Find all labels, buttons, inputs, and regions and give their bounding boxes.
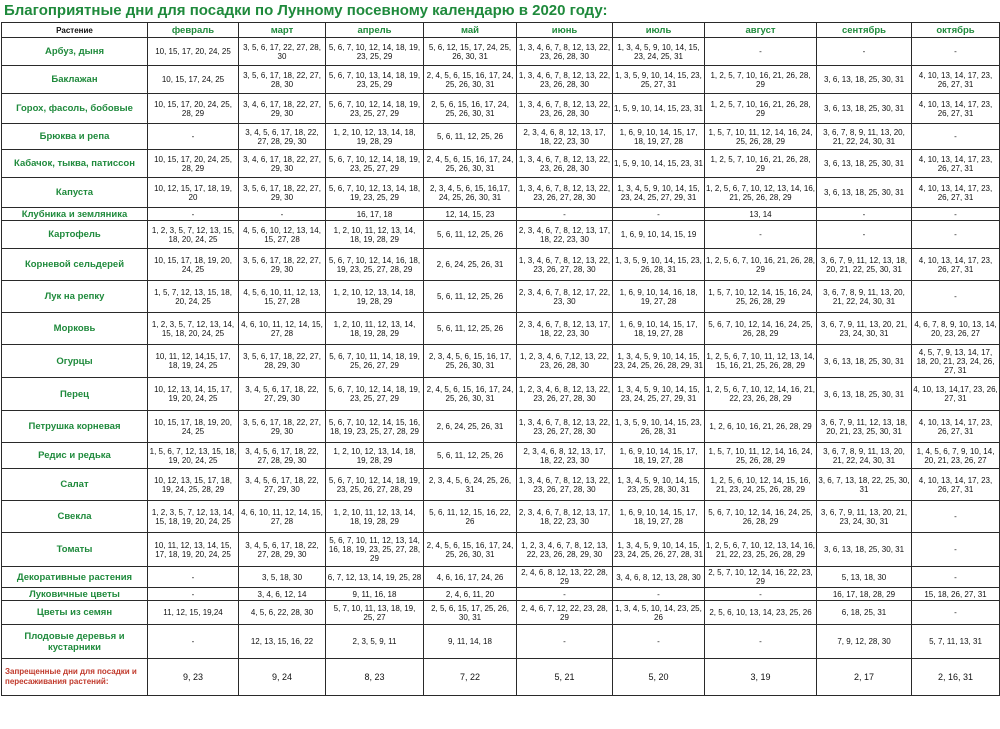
days-cell: 1, 2, 10, 11, 12, 13, 14, 18, 19, 28, 29 xyxy=(326,313,424,345)
plant-name: Салат xyxy=(2,469,148,501)
plant-name: Перец xyxy=(2,378,148,411)
header-month: июль xyxy=(613,23,705,38)
days-cell: 1, 3, 4, 6, 7, 8, 12, 13, 22, 23, 26, 28, 30 xyxy=(517,94,613,124)
days-cell: 2, 3, 4, 6, 7, 8, 12, 17, 22, 23, 30 xyxy=(517,281,613,313)
forbidden-row xyxy=(2,659,1000,696)
days-cell: 1, 5, 6, 7, 12, 13, 15, 18, 19, 20, 24, 25 xyxy=(148,443,239,469)
days-cell: 12, 13, 15, 16, 22 xyxy=(239,625,326,659)
days-cell: 5, 7, 10, 11, 13, 18, 19, 25, 27 xyxy=(326,601,424,625)
plant-name: Корневой сельдерей xyxy=(2,249,148,281)
days-cell: 1, 2, 10, 12, 13, 14, 18, 19, 28, 29 xyxy=(326,443,424,469)
days-cell: 1, 2, 5, 6, 7, 10, 12, 13, 14, 16, 21, 22, 23, 25, 26, 28, 29 xyxy=(705,533,817,567)
days-cell: 4, 10, 13, 14, 17, 23, 26, 27, 31 xyxy=(912,469,1000,501)
days-cell: - xyxy=(912,501,1000,533)
plant-name: Капуста xyxy=(2,178,148,208)
days-cell: 3, 4, 5, 6, 17, 18, 22, 27, 29, 30 xyxy=(239,469,326,501)
forbidden-days-cell: 8, 23 xyxy=(326,659,424,696)
plant-name: Горох, фасоль, бобовые xyxy=(2,94,148,124)
days-cell: 2, 3, 4, 5, 6, 15, 16, 17, 25, 26, 30, 31 xyxy=(424,345,517,378)
days-cell: 3, 4, 6, 17, 18, 22, 27, 29, 30 xyxy=(239,150,326,178)
forbidden-days-cell: 2, 16, 31 xyxy=(912,659,1000,696)
days-cell: 4, 6, 16, 17, 24, 26 xyxy=(424,567,517,588)
days-cell: 2, 4, 5, 6, 15, 16, 17, 24, 25, 26, 30, 31 xyxy=(424,66,517,94)
days-cell: 3, 4, 5, 6, 17, 18, 22, 27, 29, 30 xyxy=(239,378,326,411)
days-cell: 3, 4, 5, 6, 17, 18, 22, 27, 28, 29, 30 xyxy=(239,533,326,567)
days-cell: 3, 5, 6, 17, 18, 22, 27, 28, 30 xyxy=(239,66,326,94)
days-cell: 2, 5, 6, 15, 16, 17, 24, 25, 26, 30, 31 xyxy=(424,94,517,124)
days-cell: 2, 5, 6, 10, 13, 14, 23, 25, 26 xyxy=(705,601,817,625)
days-cell: - xyxy=(705,588,817,601)
table-row xyxy=(2,281,1000,313)
days-cell: - xyxy=(817,208,912,221)
table-row xyxy=(2,625,1000,659)
days-cell: 4, 5, 7, 9, 13, 14, 17, 18, 20, 21, 23, 24, 26, 27, 31 xyxy=(912,345,1000,378)
days-cell: - xyxy=(517,208,613,221)
days-cell: 3, 4, 6, 17, 18, 22, 27, 29, 30 xyxy=(239,94,326,124)
table-row xyxy=(2,469,1000,501)
days-cell: - xyxy=(912,38,1000,66)
days-cell: 1, 2, 3, 4, 6, 7, 8, 12, 13, 22, 23, 26, 28, 29, 30 xyxy=(517,533,613,567)
days-cell: - xyxy=(912,601,1000,625)
table-row xyxy=(2,345,1000,378)
days-cell: 4, 10, 13, 14, 17, 23, 26, 27, 31 xyxy=(912,94,1000,124)
table-row xyxy=(2,588,1000,601)
plant-name: Свекла xyxy=(2,501,148,533)
days-cell: 3, 6, 13, 18, 25, 30, 31 xyxy=(817,345,912,378)
days-cell: 2, 3, 4, 6, 7, 8, 12, 13, 17, 18, 22, 23, 30 xyxy=(517,313,613,345)
days-cell: 3, 6, 7, 8, 9, 11, 13, 20, 21, 22, 24, 30, 31 xyxy=(817,443,912,469)
days-cell: 1, 2, 3, 5, 7, 12, 13, 14, 15, 18, 20, 24, 25 xyxy=(148,313,239,345)
days-cell: 3, 6, 13, 18, 25, 30, 31 xyxy=(817,66,912,94)
days-cell: 5, 6, 11, 12, 25, 26 xyxy=(424,443,517,469)
header-month: июнь xyxy=(517,23,613,38)
days-cell: 1, 2, 5, 6, 10, 12, 14, 15, 16, 21, 23, 24, 25, 26, 28, 29 xyxy=(705,469,817,501)
days-cell: 1, 2, 10, 11, 12, 13, 14, 18, 19, 28, 29 xyxy=(326,221,424,249)
days-cell: 1, 2, 5, 6, 7, 10, 11, 12, 13, 14, 15, 16, 21, 25, 26, 28, 29 xyxy=(705,345,817,378)
days-cell: 6, 7, 12, 13, 14, 19, 25, 28 xyxy=(326,567,424,588)
days-cell: 2, 3, 4, 6, 8, 12, 13, 17, 18, 22, 23, 30 xyxy=(517,124,613,150)
days-cell: 2, 4, 6, 8, 12, 13, 22, 28, 29 xyxy=(517,567,613,588)
days-cell: 3, 5, 6, 17, 18, 22, 27, 29, 30 xyxy=(239,249,326,281)
header-plant: Растение xyxy=(2,23,148,38)
days-cell: 4, 10, 13, 14, 17, 23, 26, 27, 31 xyxy=(912,150,1000,178)
days-cell: 10, 15, 17, 18, 19, 20, 24, 25 xyxy=(148,411,239,443)
days-cell: 3, 4, 6, 8, 12, 13, 28, 30 xyxy=(613,567,705,588)
days-cell: 2, 3, 4, 5, 6, 15, 16,17, 24, 25, 26, 30, 31 xyxy=(424,178,517,208)
days-cell: 3, 6, 7, 13, 18, 22, 25, 30, 31 xyxy=(817,469,912,501)
days-cell: 2, 5, 6, 15, 17, 25, 26, 30, 31 xyxy=(424,601,517,625)
days-cell: - xyxy=(912,533,1000,567)
header-month: февраль xyxy=(148,23,239,38)
days-cell: 5, 6, 7, 10, 12, 14, 18, 19, 23, 25, 27, 29 xyxy=(326,150,424,178)
days-cell: 3, 4, 5, 6, 17, 18, 22, 27, 28, 29, 30 xyxy=(239,443,326,469)
days-cell: 1, 2, 5, 6, 7, 10, 12, 14, 16, 21, 22, 23, 26, 28, 29 xyxy=(705,378,817,411)
days-cell: 10, 15, 17, 24, 25 xyxy=(148,66,239,94)
plant-name: Морковь xyxy=(2,313,148,345)
days-cell: 4, 10, 13, 14, 17, 23, 26, 27, 31 xyxy=(912,411,1000,443)
days-cell: 3, 6, 13, 18, 25, 30, 31 xyxy=(817,378,912,411)
table-row xyxy=(2,411,1000,443)
days-cell: - xyxy=(817,38,912,66)
days-cell: 3, 4, 5, 6, 17, 18, 22, 27, 28, 29, 30 xyxy=(239,124,326,150)
days-cell: 1, 2, 3, 4, 6, 8, 12, 13, 22, 23, 26, 27, 28, 30 xyxy=(517,378,613,411)
days-cell: 1, 6, 9, 10, 14, 15, 17, 18, 19, 27, 28 xyxy=(613,443,705,469)
forbidden-days-cell: 5, 21 xyxy=(517,659,613,696)
days-cell: 5, 6, 7, 10, 11, 12, 13, 14, 16, 18, 19, 23, 25, 27, 28, 29 xyxy=(326,533,424,567)
days-cell: 1, 2, 5, 7, 10, 16, 21, 26, 28, 29 xyxy=(705,150,817,178)
days-cell: - xyxy=(517,625,613,659)
table-row xyxy=(2,313,1000,345)
days-cell: 10, 15, 17, 20, 24, 25, 28, 29 xyxy=(148,150,239,178)
plant-name: Цветы из семян xyxy=(2,601,148,625)
days-cell: 10, 11, 12, 13, 14, 15, 17, 18, 19, 20, 24, 25 xyxy=(148,533,239,567)
days-cell: 5, 6, 11, 12, 25, 26 xyxy=(424,221,517,249)
days-cell: 3, 6, 7, 9, 11, 12, 13, 18, 20, 21, 23, 25, 30, 31 xyxy=(817,411,912,443)
plant-name: Луковичные цветы xyxy=(2,588,148,601)
days-cell: 5, 6, 7, 10, 12, 14, 16, 24, 25, 26, 28, 29 xyxy=(705,501,817,533)
header-month: сентябрь xyxy=(817,23,912,38)
table-row xyxy=(2,208,1000,221)
table-row xyxy=(2,38,1000,66)
days-cell: 1, 2, 10, 12, 13, 14, 18, 19, 28, 29 xyxy=(326,281,424,313)
table-row xyxy=(2,66,1000,94)
days-cell: 2, 4, 6, 7, 12, 22, 23, 28, 29 xyxy=(517,601,613,625)
table-row xyxy=(2,567,1000,588)
table-row xyxy=(2,249,1000,281)
table-row xyxy=(2,501,1000,533)
forbidden-days-cell: 5, 20 xyxy=(613,659,705,696)
days-cell: - xyxy=(517,588,613,601)
days-cell: 1, 2, 5, 6, 7, 10, 16, 21, 26, 28, 29 xyxy=(705,249,817,281)
days-cell: 1, 5, 7, 10, 11, 12, 14, 16, 24, 25, 26, 28, 29 xyxy=(705,124,817,150)
days-cell: - xyxy=(613,208,705,221)
days-cell: 4, 6, 10, 11, 12, 14, 15, 27, 28 xyxy=(239,313,326,345)
days-cell: 5, 6, 7, 10, 13, 14, 18, 19, 23, 25, 29 xyxy=(326,66,424,94)
days-cell: 5, 6, 7, 10, 12, 14, 15, 16, 18, 19, 23, 25, 27, 28, 29 xyxy=(326,411,424,443)
days-cell: - xyxy=(912,124,1000,150)
days-cell: 4, 10, 13, 14, 17, 23, 26, 27, 31 xyxy=(912,66,1000,94)
days-cell: 16, 17, 18, 28, 29 xyxy=(817,588,912,601)
days-cell: 1, 6, 9, 10, 14, 16, 18, 19, 27, 28 xyxy=(613,281,705,313)
days-cell: 1, 2, 3, 5, 7, 12, 13, 15, 18, 20, 24, 25 xyxy=(148,221,239,249)
days-cell: - xyxy=(705,625,817,659)
days-cell: 4, 10, 13, 14, 17, 23, 26, 27, 31 xyxy=(912,178,1000,208)
days-cell: 2, 3, 4, 6, 7, 8, 12, 13, 17, 18, 22, 23, 30 xyxy=(517,221,613,249)
days-cell: - xyxy=(912,208,1000,221)
days-cell: 1, 2, 10, 11, 12, 13, 14, 18, 19, 28, 29 xyxy=(326,501,424,533)
days-cell: 1, 3, 4, 5, 9, 10, 14, 15, 23, 24, 25, 26, 28, 29, 31 xyxy=(613,345,705,378)
days-cell: 3, 5, 6, 17, 18, 22, 27, 29, 30 xyxy=(239,411,326,443)
days-cell: 4, 6, 7, 8, 9, 10, 13, 14, 20, 23, 26, 27 xyxy=(912,313,1000,345)
header-month: апрель xyxy=(326,23,424,38)
plant-name: Брюква и репа xyxy=(2,124,148,150)
days-cell: 1, 6, 9, 10, 14, 15, 17, 18, 19, 27, 28 xyxy=(613,124,705,150)
table-row xyxy=(2,94,1000,124)
days-cell: 3, 5, 6, 17, 18, 22, 27, 28, 29, 30 xyxy=(239,345,326,378)
days-cell: 3, 6, 13, 18, 25, 30, 31 xyxy=(817,178,912,208)
days-cell: 1, 2, 3, 5, 7, 12, 13, 14, 15, 18, 19, 20, 24, 25 xyxy=(148,501,239,533)
days-cell: 1, 3, 4, 6, 7, 8, 12, 13, 22, 23, 26, 28, 30 xyxy=(517,66,613,94)
days-cell: 5, 6, 11, 12, 25, 26 xyxy=(424,124,517,150)
days-cell: 3, 6, 13, 18, 25, 30, 31 xyxy=(817,94,912,124)
days-cell: 1, 2, 5, 7, 10, 16, 21, 26, 28, 29 xyxy=(705,94,817,124)
days-cell: - xyxy=(912,567,1000,588)
days-cell: 4, 10, 13, 14, 17, 23, 26, 27, 31 xyxy=(912,249,1000,281)
days-cell: - xyxy=(148,124,239,150)
days-cell: 1, 3, 4, 6, 7, 8, 12, 13, 22, 23, 26, 28, 30 xyxy=(517,150,613,178)
days-cell: 5, 6, 7, 10, 11, 14, 18, 19, 25, 26, 27, 29 xyxy=(326,345,424,378)
days-cell: 2, 5, 7, 10, 12, 14, 16, 22, 23, 29 xyxy=(705,567,817,588)
days-cell: 2, 4, 5, 6, 15, 16, 17, 24, 25, 26, 30, 31 xyxy=(424,150,517,178)
forbidden-days-cell: 3, 19 xyxy=(705,659,817,696)
days-cell: - xyxy=(148,567,239,588)
days-cell: 4, 10, 13, 14,17, 23, 26, 27, 31 xyxy=(912,378,1000,411)
days-cell: 4, 5, 6, 10, 11, 12, 13, 15, 27, 28 xyxy=(239,281,326,313)
table-row xyxy=(2,124,1000,150)
days-cell: 1, 3, 4, 6, 7, 8, 12, 13, 22, 23, 26, 28, 30 xyxy=(517,38,613,66)
plant-name: Клубника и земляника xyxy=(2,208,148,221)
days-cell: 1, 2, 5, 7, 10, 16, 21, 26, 28, 29 xyxy=(705,66,817,94)
days-cell: 2, 6, 24, 25, 26, 31 xyxy=(424,411,517,443)
days-cell: 2, 3, 4, 6, 7, 8, 12, 13, 17, 18, 22, 23, 30 xyxy=(517,501,613,533)
days-cell: 1, 5, 9, 10, 14, 15, 23, 31 xyxy=(613,94,705,124)
days-cell: 10, 15, 17, 18, 19, 20, 24, 25 xyxy=(148,249,239,281)
days-cell: - xyxy=(912,221,1000,249)
days-cell: 3, 6, 13, 18, 25, 30, 31 xyxy=(817,150,912,178)
days-cell: 5, 6, 11, 12, 25, 26 xyxy=(424,281,517,313)
plant-name: Лук на репку xyxy=(2,281,148,313)
days-cell: 3, 6, 7, 9, 11, 13, 20, 21, 23, 24, 30, 31 xyxy=(817,313,912,345)
header-month: август xyxy=(705,23,817,38)
forbidden-days-cell: 2, 17 xyxy=(817,659,912,696)
days-cell: 3, 5, 18, 30 xyxy=(239,567,326,588)
days-cell: 3, 6, 13, 18, 25, 30, 31 xyxy=(817,533,912,567)
days-cell: 5, 6, 7, 10, 12, 14, 18, 19, 23, 25, 27, 29 xyxy=(326,94,424,124)
days-cell: 3, 6, 7, 9, 11, 13, 20, 21, 23, 24, 30, 31 xyxy=(817,501,912,533)
days-cell: 1, 3, 5, 9, 10, 14, 15, 23, 26, 28, 31 xyxy=(613,411,705,443)
days-cell: 1, 3, 4, 5, 10, 14, 23, 25, 26 xyxy=(613,601,705,625)
lunar-calendar-table xyxy=(1,22,1000,696)
days-cell: 10, 12, 15, 17, 18, 19, 20 xyxy=(148,178,239,208)
days-cell: 5, 6, 7, 10, 12, 14, 18, 19, 23, 25, 29 xyxy=(326,38,424,66)
days-cell: 16, 17, 18 xyxy=(326,208,424,221)
table-row xyxy=(2,533,1000,567)
days-cell: - xyxy=(912,281,1000,313)
header-row xyxy=(2,23,1000,38)
days-cell: 1, 3, 4, 6, 7, 8, 12, 13, 22, 23, 26, 27, 28, 30 xyxy=(517,469,613,501)
days-cell: 2, 4, 5, 6, 15, 16, 17, 24, 25, 26, 30, 31 xyxy=(424,533,517,567)
page-title: Благоприятные дни для посадки по Лунному посевному календарю в 2020 году: xyxy=(4,2,608,19)
days-cell: 2, 4, 5, 6, 15, 16, 17, 24, 25, 26, 30, 31 xyxy=(424,378,517,411)
days-cell: 4, 5, 6, 22, 28, 30 xyxy=(239,601,326,625)
days-cell: 1, 3, 4, 5, 9, 10, 14, 15, 23, 25, 28, 30, 31 xyxy=(613,469,705,501)
days-cell: - xyxy=(613,625,705,659)
plant-name: Картофель xyxy=(2,221,148,249)
days-cell: 7, 9, 12, 28, 30 xyxy=(817,625,912,659)
header-month: май xyxy=(424,23,517,38)
days-cell: - xyxy=(239,208,326,221)
days-cell: 5, 13, 18, 30 xyxy=(817,567,912,588)
plant-name: Кабачок, тыква, патиссон xyxy=(2,150,148,178)
table-row xyxy=(2,150,1000,178)
forbidden-days-cell: 9, 23 xyxy=(148,659,239,696)
days-cell: 1, 3, 5, 9, 10, 14, 15, 23, 26, 28, 31 xyxy=(613,249,705,281)
days-cell: 11, 12, 15, 19,24 xyxy=(148,601,239,625)
table-row xyxy=(2,601,1000,625)
days-cell: 1, 2, 10, 12, 13, 14, 18, 19, 28, 29 xyxy=(326,124,424,150)
days-cell: - xyxy=(148,625,239,659)
days-cell: 5, 6, 7, 10, 12, 14, 18, 19, 23, 25, 26, 27, 28, 29 xyxy=(326,469,424,501)
days-cell: 1, 3, 4, 6, 7, 8, 12, 13, 22, 23, 26, 27, 28, 30 xyxy=(517,249,613,281)
plant-name: Декоративные растения xyxy=(2,567,148,588)
days-cell: 5, 6, 11, 12, 25, 26 xyxy=(424,313,517,345)
days-cell: 10, 12, 13, 14, 15, 17, 19, 20, 24, 25 xyxy=(148,378,239,411)
days-cell: 5, 6, 11, 12, 15, 16, 22, 26 xyxy=(424,501,517,533)
days-cell: 5, 6, 7, 10, 12, 14, 16, 18, 19, 23, 25, 27, 28, 29 xyxy=(326,249,424,281)
days-cell: 1, 5, 9, 10, 14, 15, 23, 31 xyxy=(613,150,705,178)
table-row xyxy=(2,221,1000,249)
days-cell: 2, 6, 24, 25, 26, 31 xyxy=(424,249,517,281)
days-cell: 1, 5, 7, 10, 11, 12, 14, 16, 24, 25, 26, 28, 29 xyxy=(705,443,817,469)
days-cell: 9, 11, 16, 18 xyxy=(326,588,424,601)
days-cell: 1, 2, 3, 4, 6, 7,12, 13, 22, 23, 26, 28, 30 xyxy=(517,345,613,378)
days-cell: 2, 3, 5, 9, 11 xyxy=(326,625,424,659)
days-cell: 10, 15, 17, 20, 24, 25 xyxy=(148,38,239,66)
days-cell: 5, 6, 12, 15, 17, 24, 25, 26, 30, 31 xyxy=(424,38,517,66)
plant-name: Огурцы xyxy=(2,345,148,378)
plant-name: Петрушка корневая xyxy=(2,411,148,443)
table-row xyxy=(2,178,1000,208)
header-month: март xyxy=(239,23,326,38)
days-cell: 1, 3, 4, 5, 9, 10, 14, 15, 23, 24, 25, 27, 29, 31 xyxy=(613,178,705,208)
days-cell: 3, 6, 7, 8, 9, 11, 13, 20, 21, 22, 24, 30, 31 xyxy=(817,281,912,313)
forbidden-days-cell: 7, 22 xyxy=(424,659,517,696)
plant-name: Плодовые деревья и кустарники xyxy=(2,625,148,659)
days-cell: 3, 6, 7, 8, 9, 11, 13, 20, 21, 22, 24, 30, 31 xyxy=(817,124,912,150)
days-cell: 1, 3, 5, 9, 10, 14, 15, 23, 25, 27, 31 xyxy=(613,66,705,94)
days-cell: 5, 7, 11, 13, 31 xyxy=(912,625,1000,659)
days-cell: 3, 6, 7, 9, 11, 12, 13, 18, 20, 21, 22, 25, 30, 31 xyxy=(817,249,912,281)
days-cell: 1, 3, 4, 6, 7, 8, 12, 13, 22, 23, 26, 27, 28, 30 xyxy=(517,411,613,443)
days-cell: - xyxy=(705,38,817,66)
days-cell: 1, 2, 6, 10, 16, 21, 26, 28, 29 xyxy=(705,411,817,443)
days-cell: 1, 5, 7, 12, 13, 15, 18, 20, 24, 25 xyxy=(148,281,239,313)
days-cell: - xyxy=(705,221,817,249)
days-cell: 1, 3, 4, 6, 7, 8, 12, 13, 22, 23, 26, 27, 28, 30 xyxy=(517,178,613,208)
days-cell: 13, 14 xyxy=(705,208,817,221)
days-cell: 1, 4, 5, 6, 7, 9, 10, 14, 20, 21, 23, 26, 27 xyxy=(912,443,1000,469)
days-cell: 1, 6, 9, 10, 14, 15, 17, 18, 19, 27, 28 xyxy=(613,313,705,345)
forbidden-label: Запрещенные дни для посадки и пересаживания растений: xyxy=(2,659,148,696)
days-cell: 9, 11, 14, 18 xyxy=(424,625,517,659)
days-cell: 1, 3, 4, 5, 9, 10, 14, 15, 23, 24, 25, 26, 27, 28, 31 xyxy=(613,533,705,567)
days-cell: 3, 5, 6, 17, 18, 22, 27, 29, 30 xyxy=(239,178,326,208)
days-cell: 1, 2, 5, 6, 7, 10, 12, 13, 14, 16, 21, 25, 26, 28, 29 xyxy=(705,178,817,208)
days-cell: 2, 3, 4, 5, 6, 24, 25, 26, 31 xyxy=(424,469,517,501)
days-cell: 10, 11, 12, 14,15, 17, 18, 19, 24, 25 xyxy=(148,345,239,378)
days-cell: 4, 5, 6, 10, 12, 13, 14, 15, 27, 28 xyxy=(239,221,326,249)
plant-name: Баклажан xyxy=(2,66,148,94)
days-cell: 1, 5, 7, 10, 12, 14, 15, 16, 24, 25, 26, 28, 29 xyxy=(705,281,817,313)
plant-name: Арбуз, дыня xyxy=(2,38,148,66)
days-cell: 4, 6, 10, 11, 12, 14, 15, 27, 28 xyxy=(239,501,326,533)
days-cell: 3, 4, 6, 12, 14 xyxy=(239,588,326,601)
table-row xyxy=(2,443,1000,469)
forbidden-days-cell: 9, 24 xyxy=(239,659,326,696)
days-cell: 3, 5, 6, 17, 22, 27, 28, 30 xyxy=(239,38,326,66)
days-cell: - xyxy=(148,208,239,221)
days-cell: 15, 18, 26, 27, 31 xyxy=(912,588,1000,601)
days-cell: 10, 12, 13, 15, 17, 18, 19, 24, 25, 28, 29 xyxy=(148,469,239,501)
plant-name: Томаты xyxy=(2,533,148,567)
days-cell: 1, 6, 9, 10, 14, 15, 17, 18, 19, 27, 28 xyxy=(613,501,705,533)
days-cell: 5, 6, 7, 10, 12, 14, 16, 24, 25, 26, 28, 29 xyxy=(705,313,817,345)
days-cell: - xyxy=(613,588,705,601)
days-cell: 1, 6, 9, 10, 14, 15, 19 xyxy=(613,221,705,249)
days-cell: - xyxy=(817,221,912,249)
days-cell: 5, 6, 7, 10, 12, 13, 14, 18, 19, 23, 25, 29 xyxy=(326,178,424,208)
header-month: октябрь xyxy=(912,23,1000,38)
days-cell: 5, 6, 7, 10, 12, 14, 18, 19, 23, 25, 27, 29 xyxy=(326,378,424,411)
days-cell: 1, 3, 4, 5, 9, 10, 14, 15, 23, 24, 25, 27, 29, 31 xyxy=(613,378,705,411)
days-cell: 10, 15, 17, 20, 24, 25, 28, 29 xyxy=(148,94,239,124)
plant-name: Редис и редька xyxy=(2,443,148,469)
table-row xyxy=(2,378,1000,411)
days-cell: 6, 18, 25, 31 xyxy=(817,601,912,625)
days-cell: 1, 3, 4, 5, 9, 10, 14, 15, 23, 24, 25, 31 xyxy=(613,38,705,66)
days-cell: 2, 4, 6, 11, 20 xyxy=(424,588,517,601)
days-cell: 12, 14, 15, 23 xyxy=(424,208,517,221)
days-cell: 2, 3, 4, 6, 8, 12, 13, 17, 18, 22, 23, 30 xyxy=(517,443,613,469)
days-cell: - xyxy=(148,588,239,601)
